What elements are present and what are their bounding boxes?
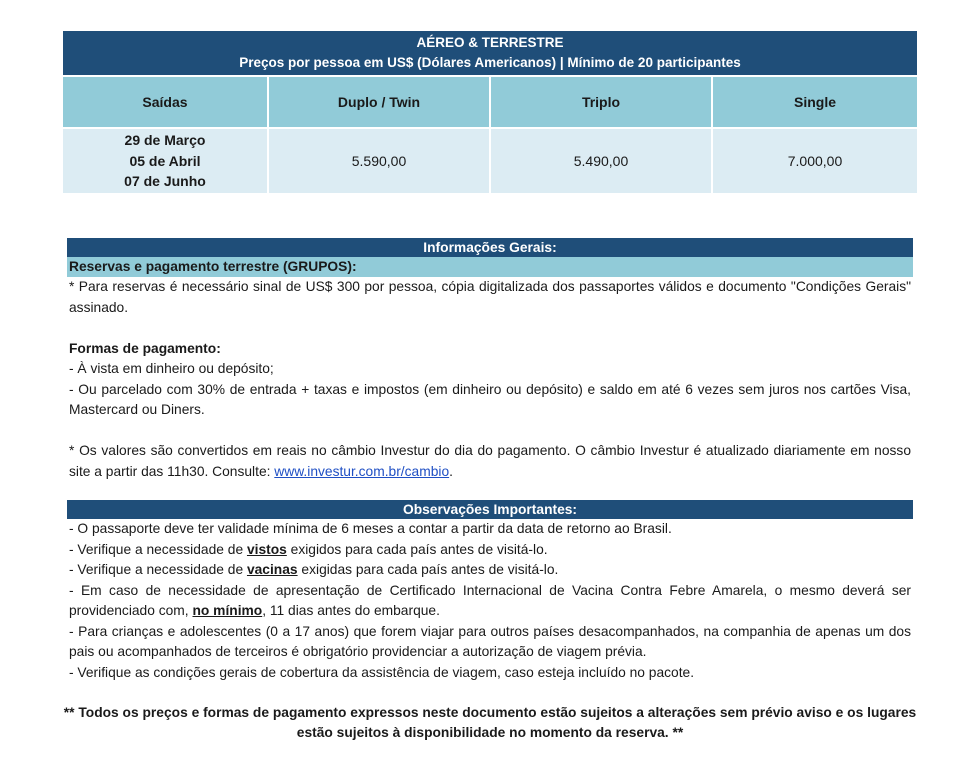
- obs-assistencia: - Verifique as condições gerais de cobertura da assistência de viagem, caso esteja incluído no pacote.: [69, 664, 695, 680]
- price-table-title: [63, 31, 917, 77]
- departure-date: 05 de Abril: [129, 152, 201, 169]
- observations-heading: Observações Importantes:: [67, 500, 913, 519]
- reservas-text: * Para reservas é necessário sinal de US$ 300 por pessoa, cópia digitalizada dos passaportes válidos e documento "Condições Gerais" assinado.: [69, 279, 911, 315]
- obs-vistos-pre: - Verifique a necessidade de: [69, 541, 247, 557]
- obs-vistos-word: vistos: [246, 541, 287, 557]
- reservas-heading: Reservas e pagamento terrestre (GRUPOS):: [67, 257, 913, 277]
- header-single: Single: [713, 77, 917, 129]
- general-info-section: [67, 238, 913, 482]
- obs-vistos-post: exigidos para cada país antes de visitá-lo.: [286, 541, 548, 557]
- obs-vacinas-pre: - Verifique a necessidade de: [69, 562, 247, 577]
- price-triplo: 5.490,00: [491, 129, 713, 193]
- departure-date: 07 de Junho: [124, 173, 206, 190]
- formas-item: - Ou parcelado com 30% de entrada + taxas e impostos (em dinheiro ou depósito) e saldo em até 6 vezes sem juros nos cartões Visa, Mastercard ou Diners.: [69, 381, 911, 417]
- departure-dates: [63, 129, 269, 193]
- formas-item: - À vista em dinheiro ou depósito;: [69, 361, 274, 376]
- obs-febre-post: , 11 dias antes do embarque.: [262, 603, 440, 618]
- price-duplo: 5.590,00: [269, 129, 491, 193]
- price-single: 7.000,00: [713, 129, 917, 193]
- header-duplo: Duplo / Twin: [269, 77, 491, 129]
- price-title-row: [63, 31, 917, 77]
- obs-febre-pre: - Em caso de necessidade de apresentação de Certificado Internacional de Vacina Contra Febre Amarela, o mesmo deverá ser providenciado com,: [69, 582, 911, 618]
- observations-section: [67, 500, 913, 683]
- cambio-text: * Os valores são convertidos em reais no câmbio Investur do dia do pagamento. O câmbio Investur é atualizado diariamente em nosso site a partir das 11h30. Consulte:: [69, 443, 911, 479]
- obs-passaporte: - O passaporte deve ter validade mínima de 6 meses a contar a partir da data de retorno ao Brasil.: [69, 521, 672, 536]
- obs-vacinas-post: exigidas para cada país antes de visitá-lo.: [297, 562, 559, 577]
- cambio-end: .: [449, 463, 453, 479]
- obs-criancas: - Para crianças e adolescentes (0 a 17 anos) que forem viajar para outros países desacompanhados, na companhia de apenas um dos pais ou acompanhados de terceiros é obrigatório providenciar a autorização de viagem prévia.: [69, 623, 911, 659]
- general-info-heading: Informações Gerais:: [67, 238, 913, 257]
- price-table: [63, 31, 917, 193]
- cambio-paragraph: [67, 441, 913, 482]
- obs-febre-amarela: [67, 581, 913, 622]
- formas-heading: Formas de pagamento:: [69, 340, 221, 356]
- departure-date: 29 de Março: [124, 132, 206, 149]
- spacer: [67, 318, 913, 339]
- price-header-row: [63, 77, 917, 129]
- obs-febre-word: no mínimo: [192, 603, 263, 618]
- obs-vistos: [67, 540, 913, 561]
- obs-vacinas: [67, 560, 913, 581]
- header-saidas: Saídas: [63, 77, 269, 129]
- title-line-2: Preços por pessoa em US$ (Dólares Americanos) | Mínimo de 20 participantes: [239, 55, 741, 70]
- cambio-link[interactable]: www.investur.com.br/cambio: [274, 463, 450, 479]
- spacer: [67, 421, 913, 442]
- price-data-row: [63, 129, 917, 193]
- footer-disclaimer: ** Todos os preços e formas de pagamento expressos neste documento estão sujeitos a alterações sem prévio aviso e os lugares estão sujeitos à disponibilidade no momento da reserva. **: [63, 705, 917, 740]
- title-line-1: AÉREO & TERRESTRE: [416, 35, 564, 50]
- obs-vacinas-word: vacinas: [246, 562, 298, 577]
- header-triplo: Triplo: [491, 77, 713, 129]
